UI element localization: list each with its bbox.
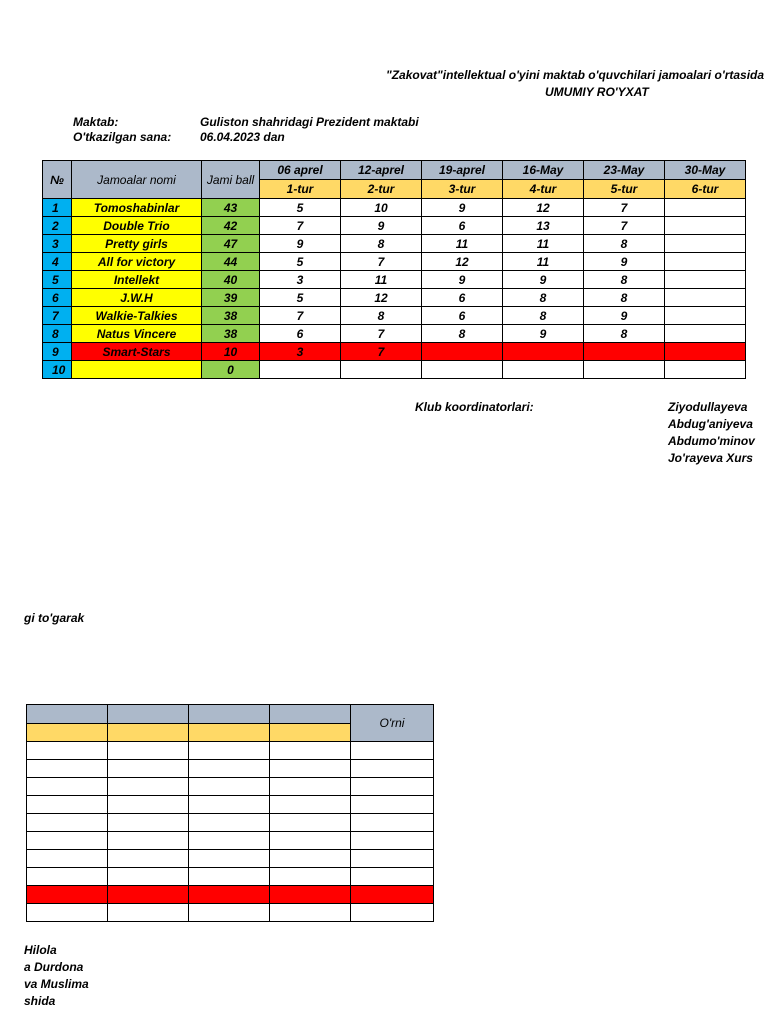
bottom-cell xyxy=(351,760,434,778)
round-score xyxy=(665,361,746,379)
bottom-cell xyxy=(108,796,189,814)
team-number: 9 xyxy=(43,343,72,361)
bottom-cell xyxy=(108,814,189,832)
bottom-cell xyxy=(270,868,351,886)
club-text-fragment: gi to'garak xyxy=(24,611,85,625)
team-total: 40 xyxy=(202,271,260,289)
team-number: 6 xyxy=(43,289,72,307)
team-total: 0 xyxy=(202,361,260,379)
bottom-cell xyxy=(27,778,108,796)
round-score xyxy=(584,343,665,361)
round-score: 8 xyxy=(341,307,422,325)
bottom-cell xyxy=(27,832,108,850)
coordinator-name: Abdumo'minov xyxy=(668,434,755,448)
round-score: 7 xyxy=(341,343,422,361)
round-score: 3 xyxy=(260,271,341,289)
bottom-row xyxy=(27,868,434,886)
coordinator-name: Jo'rayeva Xurs xyxy=(668,451,753,465)
team-total: 38 xyxy=(202,307,260,325)
round-score xyxy=(665,289,746,307)
coordinator-name: Abdug'aniyeva xyxy=(668,417,753,431)
round-score: 7 xyxy=(584,199,665,217)
bottom-row xyxy=(27,904,434,922)
bottom-cell xyxy=(270,904,351,922)
team-row xyxy=(43,199,746,217)
bottom-cell xyxy=(27,904,108,922)
bottom-cell xyxy=(189,904,270,922)
school-value: Guliston shahridagi Prezident maktabi xyxy=(200,115,419,129)
round-score xyxy=(422,343,503,361)
bottom-table xyxy=(26,704,434,922)
round-score: 6 xyxy=(422,289,503,307)
bottom-cell xyxy=(351,778,434,796)
round-score: 7 xyxy=(341,253,422,271)
bottom-header-cell xyxy=(27,705,108,724)
document-subtitle: UMUMIY RO'YXAT xyxy=(545,85,649,99)
bottom-cell xyxy=(27,742,108,760)
team-row xyxy=(43,343,746,361)
place-header: O'rni xyxy=(351,705,434,742)
bottom-cell xyxy=(189,814,270,832)
bottom-cell xyxy=(270,850,351,868)
round-score xyxy=(665,199,746,217)
round-score: 9 xyxy=(422,271,503,289)
round-score: 11 xyxy=(503,235,584,253)
bottom-cell xyxy=(189,868,270,886)
round-score: 8 xyxy=(584,235,665,253)
bottom-cell xyxy=(108,778,189,796)
bottom-cell xyxy=(189,778,270,796)
bottom-cell xyxy=(189,796,270,814)
round-tur-header: 5-tur xyxy=(584,180,665,199)
round-score xyxy=(665,235,746,253)
bottom-cell xyxy=(351,904,434,922)
team-name: All for victory xyxy=(72,253,202,271)
bottom-cell xyxy=(270,814,351,832)
col-total-header: Jami ball xyxy=(202,161,260,199)
round-score: 9 xyxy=(503,271,584,289)
bottom-header-cell xyxy=(270,705,351,724)
document-title: "Zakovat"intellektual o'yini maktab o'quvchilari jamoalari o'rtasida xyxy=(386,68,765,82)
bottom-cell xyxy=(108,868,189,886)
bottom-cell xyxy=(270,886,351,904)
team-total: 44 xyxy=(202,253,260,271)
round-score: 11 xyxy=(503,253,584,271)
round-score: 9 xyxy=(503,325,584,343)
round-score: 8 xyxy=(503,307,584,325)
bottom-cell xyxy=(189,832,270,850)
bottom-cell xyxy=(27,868,108,886)
bottom-cell xyxy=(189,886,270,904)
round-score: 9 xyxy=(584,307,665,325)
team-name: Walkie-Talkies xyxy=(72,307,202,325)
bottom-cell xyxy=(108,904,189,922)
team-total: 39 xyxy=(202,289,260,307)
team-row xyxy=(43,217,746,235)
bottom-cell xyxy=(27,760,108,778)
team-row xyxy=(43,307,746,325)
bottom-row xyxy=(27,814,434,832)
team-name: J.W.H xyxy=(72,289,202,307)
team-number: 5 xyxy=(43,271,72,289)
bottom-row xyxy=(27,778,434,796)
round-score: 9 xyxy=(584,253,665,271)
bottom-cell xyxy=(27,814,108,832)
round-score: 7 xyxy=(341,325,422,343)
team-number: 7 xyxy=(43,307,72,325)
round-score xyxy=(584,361,665,379)
date-label: O'tkazilgan sana: xyxy=(73,130,172,144)
bottom-cell xyxy=(189,850,270,868)
team-name: Intellekt xyxy=(72,271,202,289)
round-score: 11 xyxy=(341,271,422,289)
team-row xyxy=(43,361,746,379)
round-score: 12 xyxy=(341,289,422,307)
round-score: 12 xyxy=(503,199,584,217)
round-score: 7 xyxy=(260,217,341,235)
round-score xyxy=(503,343,584,361)
round-score: 8 xyxy=(422,325,503,343)
round-score: 6 xyxy=(260,325,341,343)
team-total: 42 xyxy=(202,217,260,235)
team-number: 3 xyxy=(43,235,72,253)
round-score: 9 xyxy=(422,199,503,217)
round-date-header: 23-May xyxy=(584,161,665,180)
bottom-header-cell xyxy=(189,705,270,724)
round-score xyxy=(665,271,746,289)
team-name xyxy=(72,361,202,379)
round-score xyxy=(260,361,341,379)
bottom-cell xyxy=(270,760,351,778)
round-score xyxy=(341,361,422,379)
team-total: 47 xyxy=(202,235,260,253)
round-date-header: 16-May xyxy=(503,161,584,180)
bottom-cell xyxy=(270,832,351,850)
round-score: 13 xyxy=(503,217,584,235)
bottom-header-cell xyxy=(108,705,189,724)
bottom-subheader-cell xyxy=(270,723,351,742)
round-date-header: 19-aprel xyxy=(422,161,503,180)
bottom-cell xyxy=(351,814,434,832)
bottom-cell xyxy=(351,796,434,814)
round-score: 10 xyxy=(341,199,422,217)
bottom-cell xyxy=(189,742,270,760)
col-num-header: № xyxy=(43,161,72,199)
bottom-row xyxy=(27,850,434,868)
bottom-cell xyxy=(351,742,434,760)
name-fragment: va Muslima xyxy=(24,977,89,991)
round-score: 9 xyxy=(341,217,422,235)
round-tur-header: 2-tur xyxy=(341,180,422,199)
round-score: 5 xyxy=(260,199,341,217)
bottom-cell xyxy=(108,886,189,904)
round-score: 8 xyxy=(503,289,584,307)
round-tur-header: 3-tur xyxy=(422,180,503,199)
name-fragment: Hilola xyxy=(24,943,57,957)
round-score: 11 xyxy=(422,235,503,253)
coordinator-name: Ziyodullayeva xyxy=(668,400,748,414)
round-score: 6 xyxy=(422,307,503,325)
date-value: 06.04.2023 dan xyxy=(200,130,285,144)
bottom-cell xyxy=(270,778,351,796)
round-tur-header: 4-tur xyxy=(503,180,584,199)
team-total: 10 xyxy=(202,343,260,361)
bottom-cell xyxy=(351,886,434,904)
round-tur-header: 1-tur xyxy=(260,180,341,199)
round-score: 9 xyxy=(260,235,341,253)
round-score: 12 xyxy=(422,253,503,271)
bottom-subheader-cell xyxy=(189,723,270,742)
bottom-row xyxy=(27,832,434,850)
col-name-header: Jamoalar nomi xyxy=(72,161,202,199)
round-score xyxy=(665,253,746,271)
bottom-subheader-cell xyxy=(108,723,189,742)
team-row xyxy=(43,253,746,271)
team-name: Double Trio xyxy=(72,217,202,235)
team-number: 10 xyxy=(43,361,72,379)
round-score: 7 xyxy=(584,217,665,235)
team-number: 1 xyxy=(43,199,72,217)
round-score: 8 xyxy=(341,235,422,253)
round-score: 8 xyxy=(584,289,665,307)
bottom-subheader-cell xyxy=(27,723,108,742)
bottom-row xyxy=(27,742,434,760)
round-score: 6 xyxy=(422,217,503,235)
bottom-row xyxy=(27,760,434,778)
round-tur-header: 6-tur xyxy=(665,180,746,199)
team-total: 43 xyxy=(202,199,260,217)
round-date-header: 12-aprel xyxy=(341,161,422,180)
team-name: Smart-Stars xyxy=(72,343,202,361)
bottom-row xyxy=(27,796,434,814)
team-row xyxy=(43,289,746,307)
round-score xyxy=(665,307,746,325)
header-row xyxy=(43,161,746,180)
round-score xyxy=(422,361,503,379)
bottom-cell xyxy=(108,850,189,868)
team-name: Natus Vincere xyxy=(72,325,202,343)
team-number: 8 xyxy=(43,325,72,343)
team-row xyxy=(43,235,746,253)
round-score xyxy=(665,343,746,361)
team-row xyxy=(43,325,746,343)
bottom-cell xyxy=(108,760,189,778)
team-total: 38 xyxy=(202,325,260,343)
bottom-cell xyxy=(270,742,351,760)
bottom-cell xyxy=(351,850,434,868)
round-score: 8 xyxy=(584,271,665,289)
bottom-cell xyxy=(351,832,434,850)
bottom-cell xyxy=(108,742,189,760)
round-score: 8 xyxy=(584,325,665,343)
round-score: 5 xyxy=(260,289,341,307)
round-date-header: 06 aprel xyxy=(260,161,341,180)
school-label: Maktab: xyxy=(73,115,119,129)
team-number: 2 xyxy=(43,217,72,235)
team-row xyxy=(43,271,746,289)
team-number: 4 xyxy=(43,253,72,271)
bottom-row xyxy=(27,886,434,904)
round-score xyxy=(665,217,746,235)
round-score: 3 xyxy=(260,343,341,361)
round-score: 7 xyxy=(260,307,341,325)
name-fragment: a Durdona xyxy=(24,960,84,974)
results-table xyxy=(42,160,746,379)
bottom-cell xyxy=(270,796,351,814)
bottom-cell xyxy=(27,796,108,814)
name-fragment: shida xyxy=(24,994,56,1008)
round-score xyxy=(503,361,584,379)
team-name: Pretty girls xyxy=(72,235,202,253)
coordinators-label: Klub koordinatorlari: xyxy=(415,400,534,414)
bottom-cell xyxy=(27,886,108,904)
round-date-header: 30-May xyxy=(665,161,746,180)
bottom-cell xyxy=(189,760,270,778)
bottom-cell xyxy=(351,868,434,886)
team-name: Tomoshabinlar xyxy=(72,199,202,217)
bottom-cell xyxy=(27,850,108,868)
bottom-cell xyxy=(108,832,189,850)
bottom-header-row xyxy=(27,705,434,724)
round-score: 5 xyxy=(260,253,341,271)
round-score xyxy=(665,325,746,343)
